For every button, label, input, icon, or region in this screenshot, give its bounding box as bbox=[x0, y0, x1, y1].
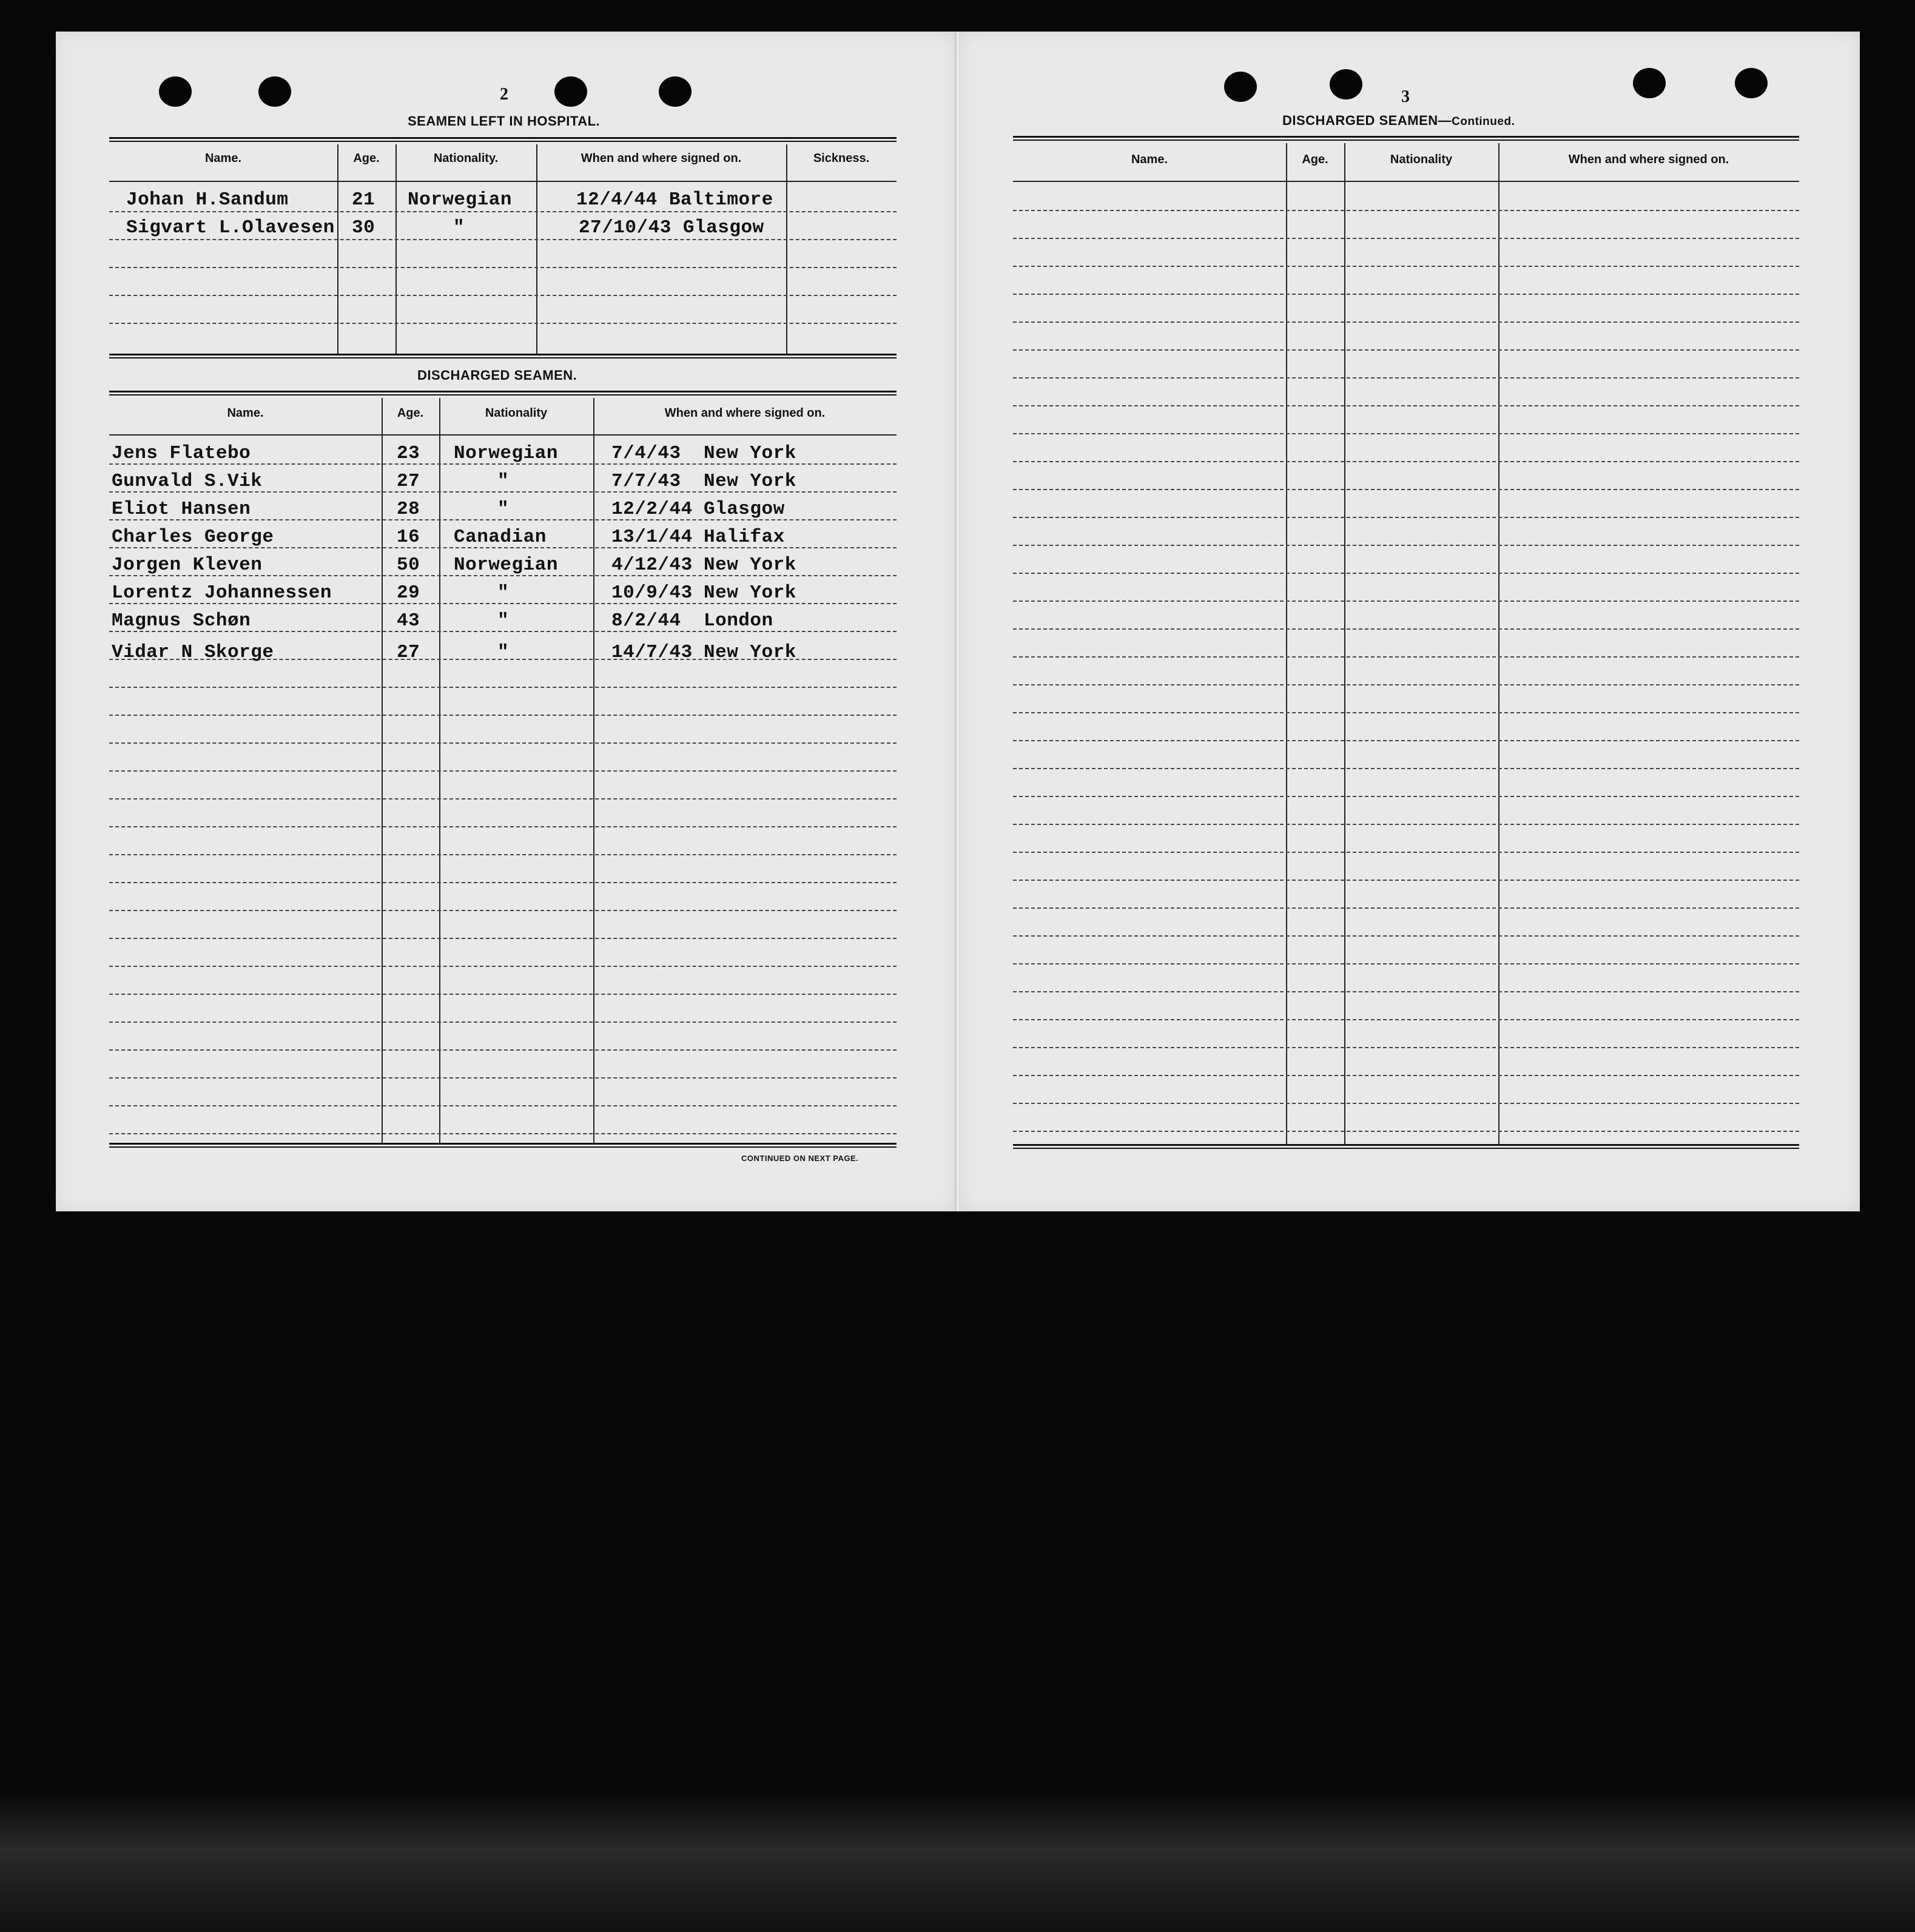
col-header-signed-on: When and where signed on. bbox=[664, 406, 826, 420]
col-header-sickness: Sickness. bbox=[813, 152, 870, 165]
row-date: 7/7/43 bbox=[611, 471, 681, 492]
ruled-line bbox=[109, 966, 897, 967]
ruled-line bbox=[1013, 545, 1799, 546]
row-date: 10/9/43 bbox=[611, 582, 693, 604]
ruled-line bbox=[1013, 963, 1799, 964]
punch-hole bbox=[554, 76, 587, 107]
row-date: 4/12/43 bbox=[611, 554, 693, 576]
ruled-line bbox=[1013, 991, 1799, 992]
ruled-line bbox=[1013, 489, 1799, 490]
col-header-name: Name. bbox=[1131, 153, 1168, 166]
ruled-line bbox=[109, 798, 897, 799]
col-header-nationality: Nationality bbox=[485, 406, 548, 420]
continued-section-title bbox=[1282, 113, 1515, 129]
ruled-line bbox=[109, 1022, 897, 1023]
row-nationality: " bbox=[497, 471, 510, 492]
punch-hole bbox=[1633, 68, 1666, 98]
discharged-section-title: DISCHARGED SEAMEN. bbox=[417, 368, 577, 383]
rule bbox=[109, 354, 897, 358]
hospital-row-name: Johan H.Sandum bbox=[126, 189, 289, 210]
row-name: Lorentz Johannessen bbox=[112, 582, 332, 604]
ruled-line bbox=[109, 770, 897, 772]
ruled-line bbox=[1013, 377, 1799, 379]
ruled-line bbox=[1013, 210, 1799, 211]
row-place: New York bbox=[704, 443, 796, 464]
ruled-line bbox=[109, 1049, 897, 1051]
row-place: New York bbox=[704, 642, 796, 663]
ruled-line bbox=[109, 938, 897, 939]
row-place: London bbox=[704, 610, 773, 631]
ruled-line bbox=[1013, 238, 1799, 239]
punch-hole bbox=[1330, 69, 1362, 99]
ruled-line bbox=[109, 826, 897, 827]
ruled-line bbox=[1013, 1019, 1799, 1020]
title-continued: Continued. bbox=[1452, 115, 1515, 128]
ruled-line bbox=[1013, 601, 1799, 602]
ruled-line bbox=[1013, 405, 1799, 406]
hospital-row-nationality: Norwegian bbox=[408, 189, 512, 210]
row-date: 13/1/44 bbox=[611, 527, 693, 548]
col-header-signed-on: When and where signed on. bbox=[581, 152, 742, 165]
ruled-line bbox=[1013, 628, 1799, 630]
ruled-line bbox=[1013, 461, 1799, 462]
ruled-line bbox=[109, 687, 897, 688]
col-header-age: Age. bbox=[353, 152, 380, 165]
ruled-line bbox=[1013, 935, 1799, 937]
ruled-line bbox=[1013, 684, 1799, 685]
row-age: 50 bbox=[397, 554, 420, 576]
row-nationality: " bbox=[497, 610, 510, 631]
hospital-row-signed-on: 12/4/44 Baltimore bbox=[576, 189, 773, 210]
col-header-nationality: Nationality bbox=[1390, 153, 1453, 166]
row-place: New York bbox=[704, 582, 796, 604]
scanner-background bbox=[0, 1796, 1915, 1932]
ruled-line bbox=[1013, 824, 1799, 825]
row-age: 29 bbox=[397, 582, 420, 604]
left-page bbox=[56, 32, 955, 1211]
ruled-line bbox=[1013, 349, 1799, 351]
row-nationality: " bbox=[497, 642, 510, 663]
row-nationality: " bbox=[497, 499, 510, 520]
hospital-row-nationality: " bbox=[453, 217, 465, 238]
row-date: 14/7/43 bbox=[611, 642, 693, 663]
col-header-age: Age. bbox=[397, 406, 424, 420]
hospital-row-signed-on: 27/10/43 Glasgow bbox=[579, 217, 764, 238]
ruled-line bbox=[1013, 656, 1799, 658]
row-nationality: " bbox=[497, 582, 510, 604]
ruled-line bbox=[1013, 573, 1799, 574]
row-date: 7/4/43 bbox=[611, 443, 681, 464]
hospital-row-age: 30 bbox=[352, 217, 375, 238]
rule bbox=[109, 1143, 897, 1148]
row-name: Jorgen Kleven bbox=[112, 554, 263, 576]
right-page bbox=[960, 32, 1860, 1211]
hospital-row-name: Sigvart L.Olavesen bbox=[126, 217, 335, 238]
row-name: Vidar N Skorge bbox=[112, 642, 274, 663]
row-nationality: Canadian bbox=[454, 527, 547, 548]
ruled-line bbox=[1013, 880, 1799, 881]
row-name: Magnus Schøn bbox=[112, 610, 251, 631]
ruled-line bbox=[109, 1133, 897, 1134]
row-place: Glasgow bbox=[704, 499, 785, 520]
row-name: Gunvald S.Vik bbox=[112, 471, 263, 492]
ruled-line bbox=[109, 910, 897, 911]
col-header-signed-on: When and where signed on. bbox=[1568, 153, 1729, 166]
row-age: 27 bbox=[397, 471, 420, 492]
ruled-line bbox=[1013, 852, 1799, 853]
col-header-name: Name. bbox=[227, 406, 264, 420]
row-age: 43 bbox=[397, 610, 420, 631]
rule bbox=[1013, 136, 1799, 141]
page-number: 2 bbox=[500, 85, 508, 104]
punch-hole bbox=[159, 76, 192, 107]
row-age: 28 bbox=[397, 499, 420, 520]
ruled-line bbox=[109, 882, 897, 883]
ruled-line bbox=[1013, 1131, 1799, 1132]
rule bbox=[1013, 1144, 1799, 1149]
ruled-line bbox=[1013, 796, 1799, 797]
col-header-name: Name. bbox=[204, 152, 242, 165]
punch-hole bbox=[258, 76, 291, 107]
hospital-row-age: 21 bbox=[352, 189, 375, 210]
ruled-line bbox=[109, 1105, 897, 1106]
punch-hole bbox=[659, 76, 692, 107]
ruled-line bbox=[1013, 433, 1799, 434]
ruled-line bbox=[1013, 740, 1799, 741]
row-nationality: Norwegian bbox=[454, 443, 558, 464]
row-place: Halifax bbox=[704, 527, 785, 548]
ruled-line bbox=[109, 854, 897, 855]
row-date: 12/2/44 bbox=[611, 499, 693, 520]
col-header-age: Age. bbox=[1302, 153, 1328, 166]
row-place: New York bbox=[704, 471, 796, 492]
row-age: 16 bbox=[397, 527, 420, 548]
ruled-line bbox=[1013, 266, 1799, 267]
ruled-line bbox=[1013, 1103, 1799, 1104]
row-age: 27 bbox=[397, 642, 420, 663]
punch-hole bbox=[1224, 72, 1257, 102]
row-name: Charles George bbox=[112, 527, 274, 548]
ruled-line bbox=[1013, 517, 1799, 518]
ruled-line bbox=[109, 1077, 897, 1079]
row-place: New York bbox=[704, 554, 796, 576]
ruled-line bbox=[109, 994, 897, 995]
ruled-line bbox=[109, 742, 897, 744]
ruled-line bbox=[1013, 1047, 1799, 1048]
row-name: Eliot Hansen bbox=[112, 499, 251, 520]
row-name: Jens Flatebo bbox=[112, 443, 251, 464]
ruled-line bbox=[109, 715, 897, 716]
page-number: 3 bbox=[1401, 87, 1410, 106]
hospital-section-title: SEAMEN LEFT IN HOSPITAL. bbox=[408, 113, 601, 129]
ruled-line bbox=[1013, 294, 1799, 295]
ruled-line bbox=[1013, 1075, 1799, 1076]
row-age: 23 bbox=[397, 443, 420, 464]
rule bbox=[109, 137, 897, 142]
punch-hole bbox=[1735, 68, 1768, 98]
ruled-line bbox=[1013, 712, 1799, 713]
continued-note: CONTINUED ON NEXT PAGE. bbox=[741, 1154, 859, 1163]
col-header-nationality: Nationality. bbox=[433, 152, 499, 165]
ruled-line bbox=[1013, 321, 1799, 323]
title-main: DISCHARGED SEAMEN— bbox=[1282, 113, 1452, 128]
ruled-line bbox=[1013, 768, 1799, 769]
row-date: 8/2/44 bbox=[611, 610, 681, 631]
ruled-line bbox=[1013, 907, 1799, 909]
row-nationality: Norwegian bbox=[454, 554, 558, 576]
rule bbox=[109, 391, 897, 395]
